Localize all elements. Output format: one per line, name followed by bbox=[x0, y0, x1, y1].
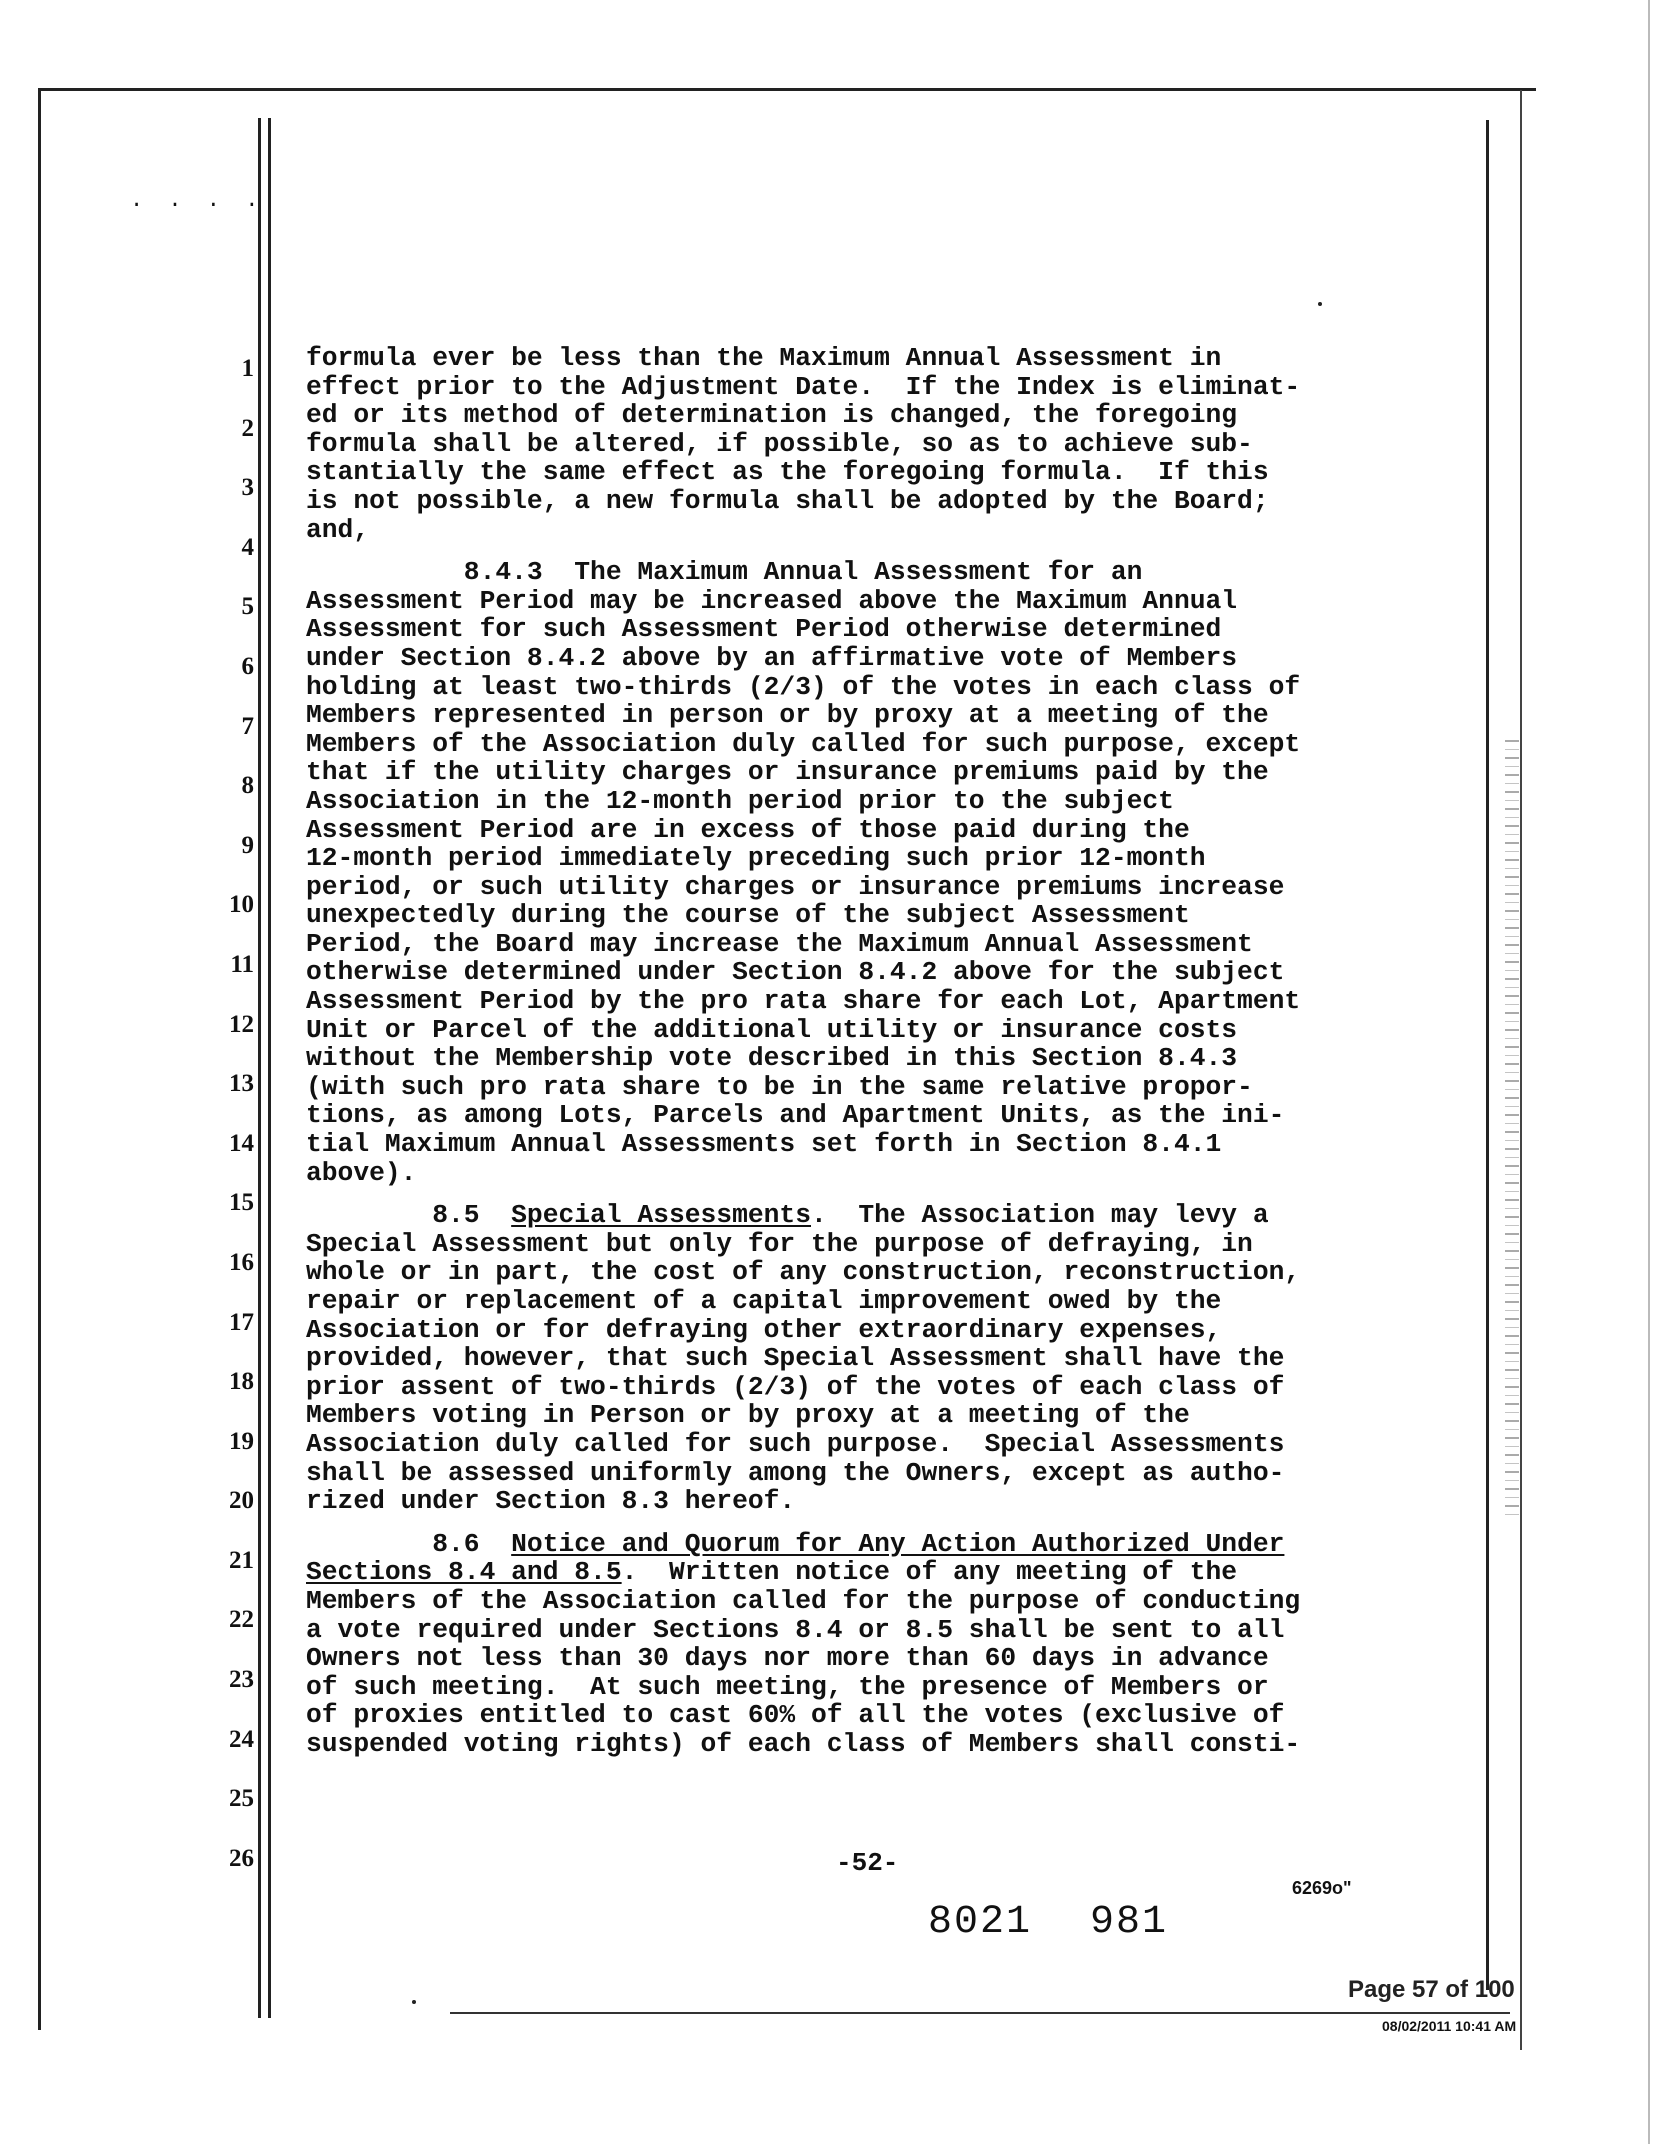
text-line: Unit or Parcel of the additional utility or insurance costs bbox=[306, 1014, 1238, 1045]
text-line: Assessment for such Assessment Period otherwise determined bbox=[306, 614, 1222, 645]
text-line: prior assent of two-thirds (2/3) of the votes of each class of bbox=[306, 1371, 1285, 1402]
print-timestamp: 08/02/2011 10:41 AM bbox=[1382, 2018, 1517, 2034]
text-line: effect prior to the Adjustment Date. If the Index is eliminat- bbox=[306, 371, 1301, 402]
text-line: tial Maximum Annual Assessments set forth in Section 8.4.1 bbox=[306, 1129, 1222, 1160]
text-line: ed or its method of determination is changed, the foregoing bbox=[306, 400, 1238, 431]
line-number: 19 bbox=[229, 1427, 254, 1455]
line-number: 16 bbox=[229, 1248, 254, 1276]
text-line: Members of the Association duly called for such purpose, except bbox=[306, 728, 1301, 759]
text-line: whole or in part, the cost of any construction, reconstruction, bbox=[306, 1257, 1301, 1288]
text-line: (with such pro rata share to be in the same relative propor- bbox=[306, 1071, 1253, 1102]
text-line: Assessment Period by the pro rata share for each Lot, Apartment bbox=[306, 986, 1301, 1017]
text-line: a vote required under Sections 8.4 or 8.5 shall be sent to all bbox=[306, 1614, 1285, 1645]
text-line: Assessment Period may be increased above the Maximum Annual bbox=[306, 585, 1238, 616]
line-number: 15 bbox=[229, 1189, 254, 1217]
line-number: 12 bbox=[229, 1010, 254, 1038]
margin-rule-right bbox=[268, 118, 271, 2018]
text-line: formula shall be altered, if possible, so as to achieve sub- bbox=[306, 428, 1253, 459]
text-line: Association or for defraying other extraordinary expenses, bbox=[306, 1314, 1222, 1345]
scan-noise bbox=[1505, 740, 1519, 1520]
line-number: 14 bbox=[229, 1129, 254, 1157]
line-number: 24 bbox=[229, 1725, 254, 1753]
scan-frame-right-outer bbox=[1520, 90, 1522, 2050]
line-number: 22 bbox=[229, 1606, 254, 1634]
text-line: Members voting in Person or by proxy at a meeting of the bbox=[306, 1400, 1190, 1431]
bottom-rule bbox=[450, 2012, 1510, 2014]
line-number: 9 bbox=[241, 831, 254, 859]
text-line: of proxies entitled to cast 60% of all the votes (exclusive of bbox=[306, 1700, 1285, 1731]
text-line: rized under Section 8.3 hereof. bbox=[306, 1486, 796, 1517]
page-number: -52- bbox=[836, 1848, 899, 1878]
text-line: that if the utility charges or insurance premiums paid by the bbox=[306, 757, 1269, 788]
text-line: period, or such utility charges or insurance premiums increase bbox=[306, 871, 1285, 902]
text-line: otherwise determined under Section 8.4.2 above for the subject bbox=[306, 957, 1285, 988]
text-line: shall be assessed uniformly among the Owners, except as autho- bbox=[306, 1457, 1285, 1488]
section-8-6-heading-line-2 bbox=[306, 1558, 1426, 1587]
text-line: stantially the same effect as the foregoing formula. If this bbox=[306, 457, 1269, 488]
text-line: 12-month period immediately preceding such prior 12-month bbox=[306, 843, 1206, 874]
scan-edge-line bbox=[1648, 0, 1650, 2144]
line-number: 20 bbox=[229, 1487, 254, 1515]
text-line: Association in the 12-month period prior to the subject bbox=[306, 785, 1174, 816]
line-number: 21 bbox=[229, 1546, 254, 1574]
line-number: 13 bbox=[229, 1070, 254, 1098]
text-line: of such meeting. At such meeting, the presence of Members or bbox=[306, 1671, 1269, 1702]
document-body bbox=[306, 344, 1426, 1759]
line-number: 7 bbox=[241, 712, 254, 740]
section-8-6-heading-line bbox=[306, 1530, 1426, 1559]
line-number: 17 bbox=[229, 1308, 254, 1336]
scan-dot bbox=[412, 2000, 416, 2004]
line-number: 3 bbox=[241, 474, 254, 502]
page-of-counter: Page 57 of 100 bbox=[1348, 1976, 1515, 2003]
margin-rule-left bbox=[258, 118, 261, 2018]
text-line: tions, as among Lots, Parcels and Apartment Units, as the ini- bbox=[306, 1100, 1285, 1131]
line-number: 23 bbox=[229, 1666, 254, 1694]
book-number: 8021 bbox=[928, 1900, 1033, 1945]
scan-dot bbox=[1318, 302, 1322, 306]
text-run: . The Association may levy a bbox=[811, 1200, 1269, 1231]
line-number: 2 bbox=[241, 414, 254, 442]
line-numbers bbox=[218, 354, 254, 1903]
text-line: formula ever be less than the Maximum Annual Assessment in bbox=[306, 343, 1222, 373]
text-line: provided, however, that such Special Assessment shall have the bbox=[306, 1343, 1285, 1374]
text-line: holding at least two-thirds (2/3) of the votes in each class of bbox=[306, 671, 1301, 702]
line-number: 26 bbox=[229, 1844, 254, 1872]
text-line: is not possible, a new formula shall be adopted by the Board; bbox=[306, 485, 1269, 516]
text-line: repair or replacement of a capital improvement owed by the bbox=[306, 1286, 1222, 1316]
section-8-5-heading-line bbox=[306, 1201, 1426, 1230]
text-line: without the Membership vote described in this Section 8.4.3 bbox=[306, 1043, 1238, 1074]
scan-specks: . . . . bbox=[130, 188, 265, 213]
text-line: Owners not less than 30 days nor more than 60 days in advance bbox=[306, 1643, 1269, 1674]
text-line: Period, the Board may increase the Maximum Annual Assessment bbox=[306, 928, 1253, 959]
text-line: and, bbox=[306, 514, 370, 545]
section-number: 8.6 bbox=[306, 1528, 512, 1559]
scan-frame-left bbox=[38, 88, 41, 2030]
scan-frame-right bbox=[1486, 120, 1489, 1990]
book-page-stamp bbox=[928, 1900, 1168, 1945]
line-number: 8 bbox=[241, 772, 254, 800]
text-line: 8.4.3 The Maximum Annual Assessment for an bbox=[306, 557, 1143, 588]
text-line: unexpectedly during the course of the subject Assessment bbox=[306, 900, 1190, 931]
line-number: 18 bbox=[229, 1368, 254, 1396]
text-run: . Written notice of any meeting of the bbox=[621, 1557, 1238, 1588]
text-line: suspended voting rights) of each class of Members shall consti- bbox=[306, 1728, 1301, 1759]
text-line: under Section 8.4.2 above by an affirmative vote of Members bbox=[306, 642, 1238, 673]
text-line: Members represented in person or by proxy at a meeting of the bbox=[306, 700, 1269, 731]
text-line: above). bbox=[306, 1157, 417, 1188]
section-title: Special Assessments bbox=[511, 1200, 811, 1231]
line-number: 1 bbox=[241, 355, 254, 382]
text-line: Association duly called for such purpose. Special Assessments bbox=[306, 1428, 1285, 1459]
section-title-continued: Sections 8.4 and 8.5 bbox=[306, 1557, 622, 1588]
text-line: Members of the Association called for the purpose of conducting bbox=[306, 1585, 1301, 1616]
text-line: Special Assessment but only for the purpose of defraying, in bbox=[306, 1228, 1253, 1259]
line-number: 11 bbox=[230, 950, 254, 978]
document-code: 6269o" bbox=[1292, 1878, 1352, 1898]
section-number: 8.5 bbox=[306, 1200, 512, 1231]
line-number: 25 bbox=[229, 1785, 254, 1813]
scan-frame-top bbox=[38, 88, 1536, 91]
line-number: 6 bbox=[241, 652, 254, 680]
book-page-number: 981 bbox=[1090, 1900, 1169, 1945]
section-title: Notice and Quorum for Any Action Authorized Under bbox=[511, 1528, 1285, 1559]
line-number: 4 bbox=[241, 533, 254, 561]
text-line: Assessment Period are in excess of those paid during the bbox=[306, 814, 1190, 845]
line-number: 10 bbox=[229, 891, 254, 919]
line-number: 5 bbox=[241, 593, 254, 621]
